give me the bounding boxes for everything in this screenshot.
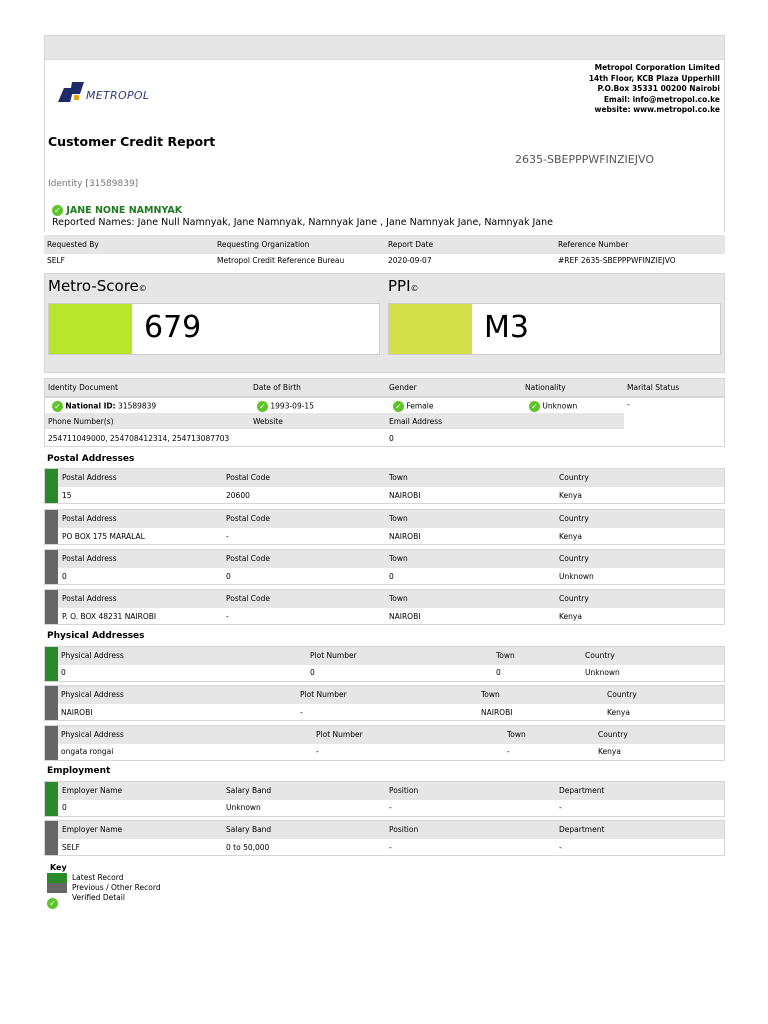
salary-band: 0 to 50,000 xyxy=(226,843,270,852)
physical-header-town: Town xyxy=(481,690,500,699)
physical-header-country: Country xyxy=(585,651,615,660)
employment-header-employer: Employer Name xyxy=(62,786,123,795)
metro-score-title-text: Metro-Score xyxy=(48,277,139,295)
report-ref-code: 2635-SBEPPPWFINZIEJVO xyxy=(515,153,654,166)
employment-header-department: Department xyxy=(559,825,605,834)
ppi-card xyxy=(388,303,721,355)
physical-address: ongata rongai xyxy=(61,747,114,756)
postal-address: 0 xyxy=(62,572,67,581)
reported-names: Reported Names: Jane Null Namnyak, Jane Namnyak, Namnyak Jane , Jane Namnyak Jane, Namnyak Jane xyxy=(52,217,553,228)
national-id-label: National ID: xyxy=(65,401,116,411)
postal-address: 15 xyxy=(62,491,72,500)
postal-header-country: Country xyxy=(559,514,589,523)
physical-town: 0 xyxy=(496,668,501,677)
record-header xyxy=(58,550,724,568)
record-header xyxy=(58,469,724,487)
physical-header-address: Physical Address xyxy=(61,690,124,699)
physical-header-plot: Plot Number xyxy=(316,730,363,739)
key-previous-label: Previous / Other Record xyxy=(72,883,161,892)
ppi-title-text: PPI xyxy=(388,277,411,295)
nationality xyxy=(529,401,577,412)
postal-section-title: Postal Addresses xyxy=(47,454,135,464)
employment-header-position: Position xyxy=(389,825,419,834)
contact-header-website: Website xyxy=(253,417,283,426)
national-id-value: 31589839 xyxy=(118,401,157,411)
company-address xyxy=(460,63,720,116)
plot-number: - xyxy=(316,747,319,756)
physical-address: NAIROBI xyxy=(61,708,93,717)
company-address-line: 14th Floor, KCB Plaza Upperhill xyxy=(588,73,720,83)
postal-code: 20600 xyxy=(226,491,250,500)
record-header xyxy=(58,782,724,800)
employment-header-employer: Employer Name xyxy=(62,825,123,834)
previous-record-marker xyxy=(45,686,58,720)
identity-header-dob: Date of Birth xyxy=(253,383,301,392)
identity-header-document: Identity Document xyxy=(48,383,118,392)
employment-record xyxy=(44,781,725,817)
marital-status-value: - xyxy=(627,400,630,409)
metro-score-title xyxy=(48,277,147,295)
employment-header-salary: Salary Band xyxy=(226,825,272,834)
physical-town: - xyxy=(507,747,510,756)
salary-band: Unknown xyxy=(226,803,261,812)
verified-check-icon: ✓ xyxy=(52,401,63,412)
plot-number: - xyxy=(300,708,303,717)
postal-header-country: Country xyxy=(559,473,589,482)
physical-country: Kenya xyxy=(598,747,621,756)
department: - xyxy=(559,803,562,812)
record-header xyxy=(58,726,724,744)
postal-town: NAIROBI xyxy=(389,612,421,621)
score-panel xyxy=(44,273,725,373)
ppi-title xyxy=(388,277,419,295)
metropol-logo xyxy=(58,80,178,106)
previous-record-marker xyxy=(45,590,58,624)
postal-address: P. O. BOX 48231 NAIROBI xyxy=(62,612,157,621)
identity-header-gender: Gender xyxy=(389,383,417,392)
meta-header-reference: Reference Number xyxy=(558,240,629,249)
identity-header-nationality: Nationality xyxy=(525,383,566,392)
page-title: Customer Credit Report xyxy=(48,134,216,149)
employment-record xyxy=(44,820,725,856)
date-of-birth-value: 1993-09-15 xyxy=(270,401,314,411)
postal-town: 0 xyxy=(389,572,394,581)
meta-organization: Metropol Credit Reference Bureau xyxy=(217,256,345,265)
key-title: Key xyxy=(50,863,67,872)
postal-town: NAIROBI xyxy=(389,491,421,500)
postal-record xyxy=(44,589,725,625)
customer-name xyxy=(52,205,182,216)
meta-requested-by: SELF xyxy=(47,256,65,265)
physical-address: 0 xyxy=(61,668,66,677)
contact-header-email: Email Address xyxy=(389,417,443,426)
verified-check-icon: ✓ xyxy=(47,898,58,909)
postal-record xyxy=(44,549,725,585)
physical-header-town: Town xyxy=(496,651,515,660)
employment-header-salary: Salary Band xyxy=(226,786,272,795)
identity-header-marital: Marital Status xyxy=(627,383,680,392)
ppi-value: M3 xyxy=(484,310,529,345)
postal-country: Kenya xyxy=(559,491,582,500)
postal-country: Kenya xyxy=(559,612,582,621)
key-previous-swatch xyxy=(47,883,67,893)
ppi-swatch xyxy=(389,304,472,354)
meta-header-report-date: Report Date xyxy=(388,240,434,249)
key-verified-icon xyxy=(47,893,58,912)
email-value: 0 xyxy=(389,434,394,443)
physical-country: Unknown xyxy=(585,668,620,677)
physical-header-country: Country xyxy=(598,730,628,739)
national-id xyxy=(52,401,156,412)
postal-header-country: Country xyxy=(559,554,589,563)
previous-record-marker xyxy=(45,821,58,855)
physical-header-town: Town xyxy=(507,730,526,739)
postal-header-address: Postal Address xyxy=(62,514,117,523)
postal-header-town: Town xyxy=(389,514,408,523)
postal-header-code: Postal Code xyxy=(226,514,270,523)
postal-code: 0 xyxy=(226,572,231,581)
postal-address: PO BOX 175 MARALAL xyxy=(62,532,145,541)
record-header xyxy=(58,821,724,839)
phone-numbers: 254711049000, 254708412314, 254713087703 xyxy=(48,434,230,443)
company-email: Email: info@metropol.co.ke xyxy=(603,94,720,104)
previous-record-marker xyxy=(45,550,58,584)
physical-record xyxy=(44,646,725,682)
physical-town: NAIROBI xyxy=(481,708,513,717)
plot-number: 0 xyxy=(310,668,315,677)
metro-score-card xyxy=(48,303,380,355)
meta-reference: #REF 2635-SBEPPPWFINZIEJVO xyxy=(558,256,676,265)
customer-name-text: JANE NONE NAMNYAK xyxy=(66,205,183,216)
meta-header-organization: Requesting Organization xyxy=(217,240,310,249)
postal-header-town: Town xyxy=(389,554,408,563)
employer-name: 0 xyxy=(62,803,67,812)
physical-record xyxy=(44,725,725,761)
meta-header-row xyxy=(44,235,725,254)
contact-header-row xyxy=(45,413,624,429)
department: - xyxy=(559,843,562,852)
physical-record xyxy=(44,685,725,721)
meta-value-row xyxy=(44,254,725,268)
postal-header-address: Postal Address xyxy=(62,594,117,603)
record-header xyxy=(58,510,724,528)
physical-header-plot: Plot Number xyxy=(310,651,357,660)
verified-check-icon: ✓ xyxy=(257,401,268,412)
position: - xyxy=(389,803,392,812)
postal-header-code: Postal Code xyxy=(226,473,270,482)
postal-header-town: Town xyxy=(389,594,408,603)
postal-header-town: Town xyxy=(389,473,408,482)
logo-wordmark: METROPOL xyxy=(86,89,150,102)
physical-header-address: Physical Address xyxy=(61,651,124,660)
physical-header-plot: Plot Number xyxy=(300,690,347,699)
employment-header-position: Position xyxy=(389,786,419,795)
employment-header-department: Department xyxy=(559,786,605,795)
nationality-value: Unknown xyxy=(542,401,578,411)
gender xyxy=(393,401,434,412)
identity-details xyxy=(44,397,725,447)
company-name: Metropol Corporation Limited xyxy=(594,63,720,72)
employer-name: SELF xyxy=(62,843,80,852)
date-of-birth xyxy=(257,401,314,412)
metro-score-value: 679 xyxy=(144,310,202,345)
physical-country: Kenya xyxy=(607,708,630,717)
metro-score-swatch xyxy=(49,304,132,354)
postal-header-code: Postal Code xyxy=(226,554,270,563)
meta-report-date: 2020-09-07 xyxy=(388,256,432,265)
physical-section-title: Physical Addresses xyxy=(47,631,145,641)
header-strip xyxy=(44,35,725,60)
postal-header-address: Postal Address xyxy=(62,554,117,563)
metropol-logo-icon xyxy=(58,80,84,104)
postal-record xyxy=(44,509,725,545)
employment-section-title: Employment xyxy=(47,766,111,776)
verified-check-icon: ✓ xyxy=(529,401,540,412)
postal-header-code: Postal Code xyxy=(226,594,270,603)
key-latest-swatch xyxy=(47,873,67,883)
company-website: website: www.metropol.co.ke xyxy=(594,105,720,114)
postal-country: Unknown xyxy=(559,572,594,581)
verified-check-icon: ✓ xyxy=(393,401,404,412)
postal-header-country: Country xyxy=(559,594,589,603)
postal-code: - xyxy=(226,532,229,541)
identity-header-row xyxy=(44,378,725,397)
ppi-copyright: © xyxy=(410,284,419,293)
company-pobox: P.O.Box 35331 00200 Nairobi xyxy=(597,84,720,93)
metro-score-copyright: © xyxy=(138,284,147,293)
gender-value: Female xyxy=(406,401,434,411)
latest-record-marker xyxy=(45,647,58,681)
postal-town: NAIROBI xyxy=(389,532,421,541)
meta-header-requested-by: Requested By xyxy=(47,240,99,249)
postal-code: - xyxy=(226,612,229,621)
record-header xyxy=(58,590,724,608)
previous-record-marker xyxy=(45,726,58,760)
physical-header-address: Physical Address xyxy=(61,730,124,739)
verified-check-icon: ✓ xyxy=(52,205,63,216)
contact-header-phone: Phone Number(s) xyxy=(48,417,114,426)
postal-country: Kenya xyxy=(559,532,582,541)
postal-header-address: Postal Address xyxy=(62,473,117,482)
postal-record xyxy=(44,468,725,504)
record-header xyxy=(58,686,724,704)
latest-record-marker xyxy=(45,782,58,816)
physical-header-country: Country xyxy=(607,690,637,699)
position: - xyxy=(389,843,392,852)
identity-label: Identity [31589839] xyxy=(48,179,139,189)
record-header xyxy=(58,647,724,665)
previous-record-marker xyxy=(45,510,58,544)
latest-record-marker xyxy=(45,469,58,503)
key-latest-label: Latest Record xyxy=(72,873,124,882)
key-verified-label: Verified Detail xyxy=(72,893,125,902)
